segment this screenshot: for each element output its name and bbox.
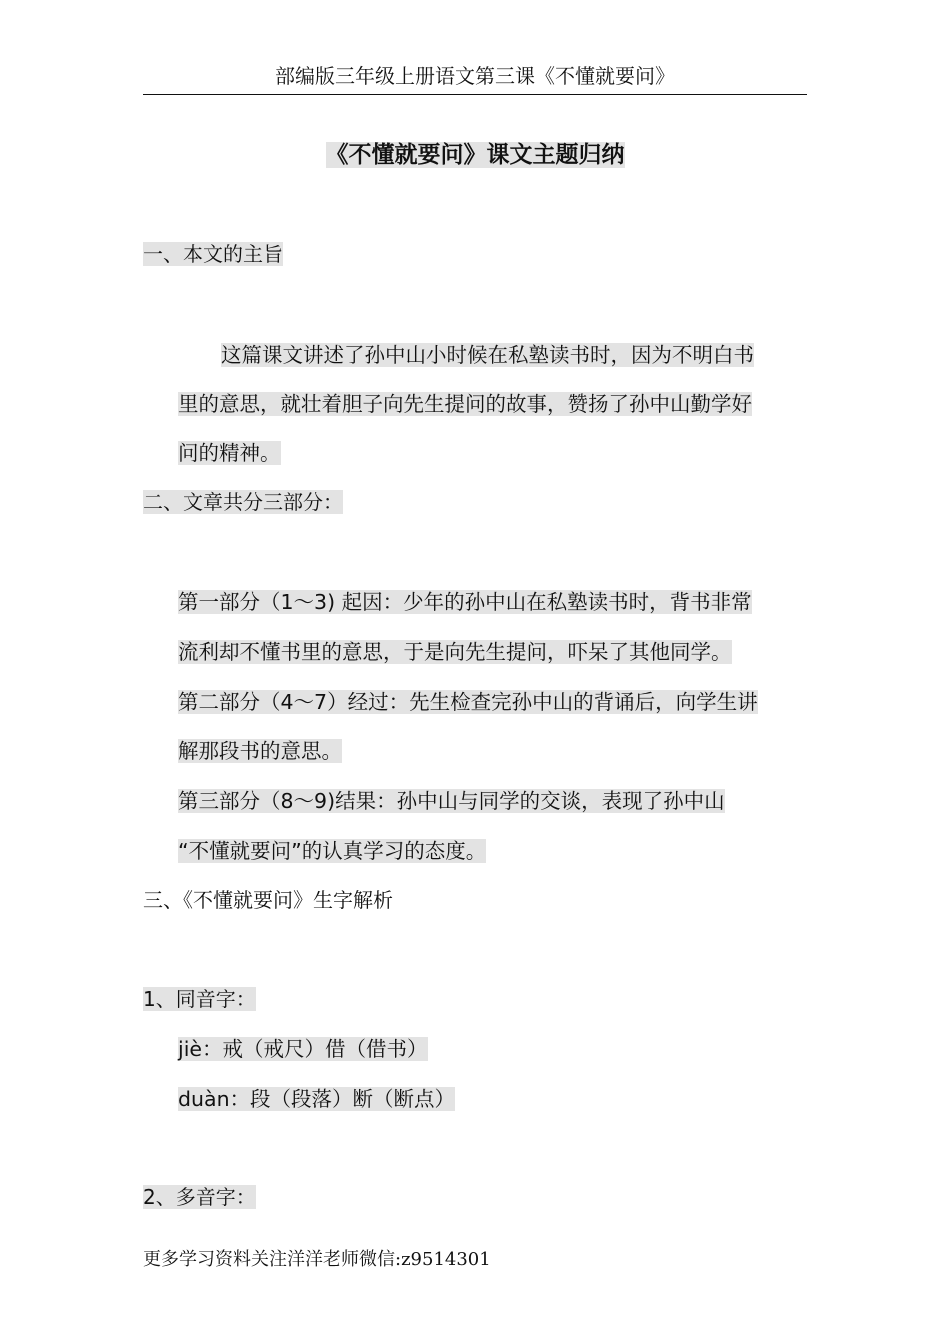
main-idea-line-3 [178, 436, 281, 466]
paragraph-text: 解那段书的意思。 [178, 739, 342, 763]
paragraph-text: “不懂就要问”的认真学习的态度。 [178, 839, 487, 863]
part-1-line-2 [178, 635, 732, 665]
document-title [0, 136, 950, 169]
list-item-text: jiè：戒（戒尺）借（借书） [178, 1037, 428, 1061]
paragraph-text: 第一部分（1～3) 起因：少年的孙中山在私塾读书时，背书非常 [178, 590, 752, 614]
header-rule [143, 94, 807, 95]
section-heading-main-idea [143, 238, 283, 267]
paragraph-text: 第三部分（8～9)结果：孙中山与同学的交谈，表现了孙中山 [178, 789, 725, 813]
header-title: 部编版三年级上册语文第三课《不懂就要问》 [275, 64, 675, 88]
section-heading-text: 一、本文的主旨 [143, 242, 283, 266]
section-heading-text: 二、文章共分三部分： [143, 490, 343, 514]
paragraph-text: 里的意思，就壮着胆子向先生提问的故事，赞扬了孙中山勤学好 [178, 392, 752, 416]
list-item-text: duàn：段（段落）断（断点） [178, 1087, 456, 1111]
paragraph-text: 问的精神。 [178, 441, 281, 465]
subheading-text: 2、多音字： [143, 1185, 256, 1209]
part-2-line-1 [178, 685, 758, 715]
part-3-line-1 [178, 784, 725, 814]
main-idea-line-2 [178, 387, 752, 417]
subheading-text: 1、同音字： [143, 987, 256, 1011]
document-title-text: 《不懂就要问》课文主题归纳 [325, 142, 625, 168]
part-3-line-2 [178, 834, 486, 864]
paragraph-text: 这篇课文讲述了孙中山小时候在私塾读书时，因为不明白书 [221, 343, 754, 367]
homophones-heading [143, 983, 256, 1012]
section-heading-structure [143, 486, 343, 515]
homophone-item-2 [178, 1082, 455, 1112]
section-heading-text: 三、《不懂就要问》生字解析 [143, 888, 393, 912]
paragraph-text: 第二部分（4～7）经过：先生检查完孙中山的背诵后，向学生讲 [178, 690, 758, 714]
paragraph-text: 流利却不懂书里的意思，于是向先生提问，吓呆了其他同学。 [178, 640, 732, 664]
section-heading-characters [143, 884, 393, 913]
part-2-line-2 [178, 734, 342, 764]
footer-note: 更多学习资料关注洋洋老师微信:z9514301 [143, 1249, 491, 1270]
part-1-line-1 [178, 585, 752, 615]
homophone-item-1 [178, 1032, 428, 1062]
main-idea-line-1 [221, 338, 754, 368]
polyphones-heading [143, 1181, 256, 1210]
